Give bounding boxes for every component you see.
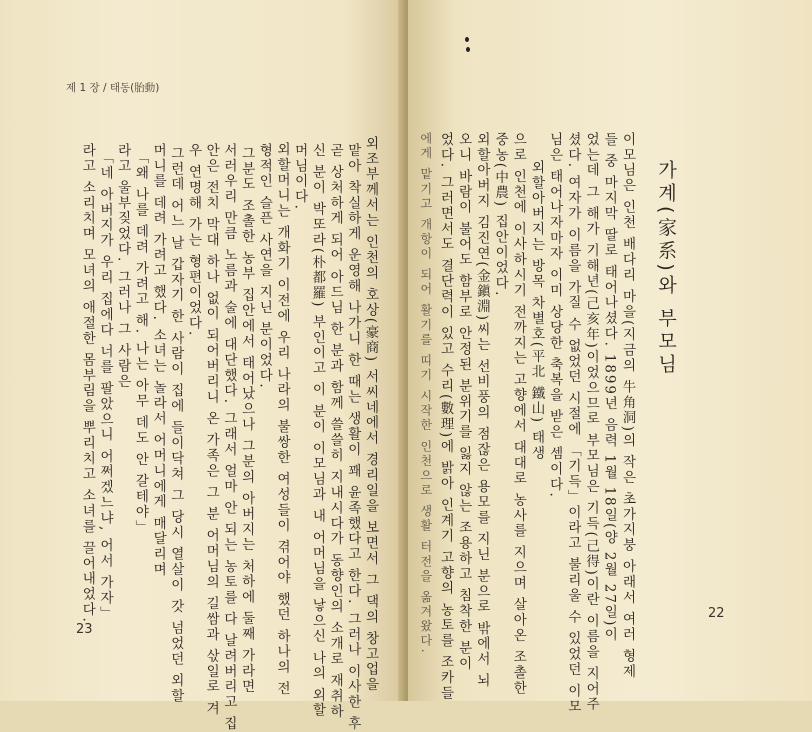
text-column: 형적인 슬픈 사연을 지닌 분이었다. xyxy=(256,143,273,390)
ink-speck xyxy=(465,37,469,42)
text-column: 중농(中農) 집안이었다. xyxy=(492,132,509,298)
text-column: 「네 아버지가 우리 집에다 너를 팔았으니 어쩌겠느냐, 어서 가자」 xyxy=(97,150,113,622)
text-column: 라고 소리치며 모녀의 애절한 몸부림을 뿌리치고 소녀를 끌어내었다. xyxy=(79,143,96,624)
right-page xyxy=(408,0,812,715)
left-page xyxy=(0,0,404,732)
text-column: 그런데 어느 날 갑자기 한 사람이 집에 들이닥쳐 그 당시 열살이 갓 넘었던 외할 xyxy=(167,146,184,704)
text-column: 었는데 그 해가 기해년(己亥年)이었으므로 부모님은 기득(己得)이란 이름을 지어주 xyxy=(583,132,600,713)
ink-speck xyxy=(466,47,470,52)
text-column: 으로 인천에 이사하시기 전까지는 고향에서 대대로 농사를 지으며 살아온 조촐한 xyxy=(510,132,527,696)
chapter-title: 가계(家系)와 부모님 xyxy=(655,160,677,377)
text-column: 오니 바람이 불어도 함부로 안정된 분위기를 잃지 않는 조용하고 침착한 분이 xyxy=(455,132,472,672)
text-column: 머니를 데려 가려고 했다. 소녀는 놀라서 어머니에게 매달리며 xyxy=(150,143,167,578)
text-column: 그분도 조촐한 농부 집안에서 태어났으나 그분의 아버지는 처하에 둘째 가라면 xyxy=(238,146,255,695)
text-column: 외할머니는 개화기 이전에 우리 나라의 불쌍한 여성들이 겪어야 했던 하나의 전 xyxy=(274,142,290,697)
text-column: 이모님은 인천 배다리 마을(지금의 牛角洞)의 작은 초가지붕 아래서 여러 형제 xyxy=(619,132,636,680)
text-column: 곧 상처하게 되어 아드님 한 분과 함께 쓸쓸히 지내시다가 동향인의 소개로 재취하 xyxy=(327,143,344,720)
text-column: 신 분이 박또라(朴都羅) 부인이고 이 분이 이모님과 내 어머님을 낳으신 나의 외할 xyxy=(309,143,326,719)
page-number-right: 22 xyxy=(708,606,725,621)
text-column: 머님이다. xyxy=(291,143,308,211)
text-column: 우 연명해 가는 형편이었다. xyxy=(185,143,202,338)
text-column: 들 중 마지막 딸로 태어나셨다. 1899년 음력 1월 18일(양 2월 27일)이 xyxy=(601,132,618,643)
text-column: 라고 울부짖었다. 그러나 그 사람은 xyxy=(114,143,131,390)
text-column: 었다. 그러면서도 결단력이 있고 수리(數理)에 밝아 인계기 고향의 농토를 조카들 xyxy=(437,132,454,702)
page-number-left: 23 xyxy=(76,622,93,637)
text-column: 외할아버지 김진연(金鎭淵)씨는 선비풍의 점잖은 용모를 지닌 분으로 밖에서 뇌 xyxy=(473,132,490,689)
text-column: 에게 맡기고 개항이 되어 활기를 띠기 시작한 인천으로 생활 터전을 옮겨왔다. xyxy=(418,132,433,656)
text-column: 맡아 착실하게 운영해 나가니 한 때는 생활이 꽤 윤족했다고 한다. 그러나 이사한 후 xyxy=(344,143,361,732)
running-head: 제 1 장 / 태동(胎動) xyxy=(66,82,160,94)
text-column: 님은 태어나자마자 이미 상당한 축복을 받은 셈이다. xyxy=(546,132,563,499)
text-column: 외조부께서는 인천의 호상(豪商) 서씨네에서 경리일을 보면서 그 댁의 창고업을 xyxy=(362,136,379,693)
text-column: 외할아버지는 방목 차별호(平北 鐵山) 태생 xyxy=(528,160,545,461)
text-column: 「왜 나를 데려 가려고 해. 나는 아무 데도 안 갈테야」 xyxy=(132,150,149,536)
text-column: 셨다. 여자가 이름을 가질 수 없었던 시절에 「기득」이라고 불리울 수 있었던 이모 xyxy=(564,132,581,715)
text-column: 서러우리 만큼 노름과 술에 대단했다. 그래서 얼마 안 되는 농토를 다 날려버리고 집 xyxy=(220,143,237,732)
text-column: 안은 전치 막대 하나 없이 되어버리니 온 가족은 그 분 어머님의 길쌈과 삯일로 겨 xyxy=(203,143,220,717)
